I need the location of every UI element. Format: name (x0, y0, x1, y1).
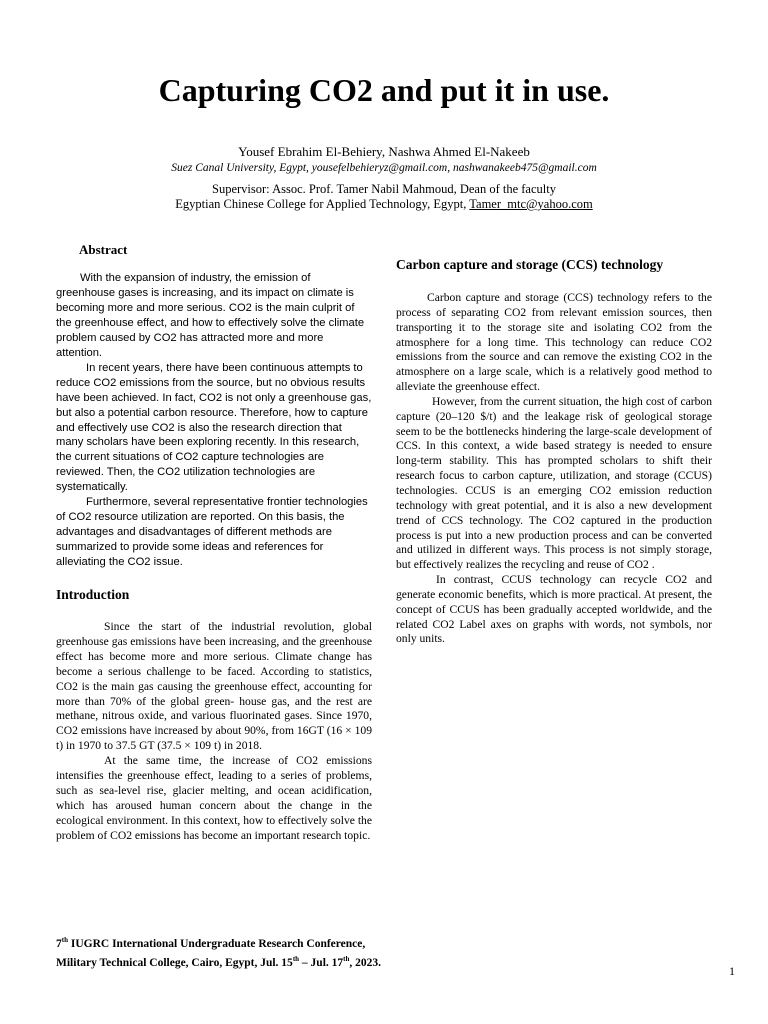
footer-ordinal: 7 (56, 937, 62, 950)
ccs-heading: Carbon capture and storage (CCS) technology (396, 257, 664, 272)
ccs-paragraph: In contrast, CCUS technology can recycle CO2 and generate economic benefits, which is more practical. At present, the concept of CCUS has been gradually accepted worldwide, and the related CO2 Label axes on graphs with words, not symbols, nor only units. (396, 573, 712, 646)
introduction-heading: Introduction (56, 587, 130, 602)
ccs-paragraph: However, from the current situation, the high cost of carbon capture (20–120 $/t) and the leakage risk of geological storage seem to be the bottlenecks hindering the large-scale development of CCS. In this context, a wide based strategy is needed to ensure long-term stability. This has prompted scholars to shift their research focus to carbon capture, utilization, and storage (CCUS) technologies. CCUS is an emerging CO2 emission reduction technology with great potential, and it is also a new development trend of CCS technology. The CO2 captured in the production process is put into a new production process and can be converted and utilized in different ways. This process is not simply storage, but effectively realizes the recycling and reuse of CO2 . (396, 394, 712, 572)
supervisor-college (0, 197, 768, 212)
footer-conference-name: IUGRC International Undergraduate Research Conference, (67, 937, 366, 950)
footer-date-end: – Jul. 17 (299, 956, 344, 969)
ccs-body (396, 291, 712, 647)
supervisor-line: Supervisor: Assoc. Prof. Tamer Nabil Mahmoud, Dean of the faculty (212, 182, 556, 196)
abstract-body (56, 271, 372, 570)
footer-sup: th (292, 954, 300, 963)
introduction-body (56, 620, 372, 844)
footer-sup: th (343, 954, 350, 963)
footer-ordinal-suffix: th (61, 936, 68, 944)
introduction-paragraph: At the same time, the increase of CO2 emissions intensifies the greenhouse effect, leading to a series of problems, such as sea-level rise, glacier melting, and ocean acidification, which has aroused human concern about the change in the ecological environment. In this context, how to effectively solve the problem of CO2 emissions has become an important research topic. (56, 754, 372, 842)
supervisor-college-text: Egyptian Chinese College for Applied Technology, Egypt, (175, 197, 470, 211)
paper-title: Capturing CO2 and put it in use. (158, 72, 610, 108)
supervisor-block (0, 182, 768, 212)
ccs-paragraph: Carbon capture and storage (CCS) technology refers to the process of separating CO2 from relevant emission sources, then transporting it to the storage site and isolating CO2 from the atmosphere for a long time. This technology can reduce CO2 emissions from the source and can remove the existing CO2 in the atmosphere on a large scale, which is a relatively good method to alleviate the greenhouse effect. (396, 291, 712, 394)
abstract-paragraph: In recent years, there have been continuous attempts to reduce CO2 emissions from the source, but no obvious results have been achieved. In fact, CO2 is not only a greenhouse gas, but also a potential carbon resource. Therefore, how to capture and effectively use CO2 is also the research direction that many scholars have been exploring recently. In this research, the current situations of CO2 capture technologies are reviewed. Then, the CO2 utilization technologies are systematically. (56, 361, 372, 494)
author-names: Yousef Ebrahim El-Behiery, Nashwa Ahmed El-Nakeeb (238, 144, 530, 159)
abstract-paragraph: Furthermore, several representative frontier technologies of CO2 resource utilization are reported. On this basis, the advantages and disadvantages of different methods are summarized to provide some ideas and references for alleviating the CO2 issue. (56, 496, 368, 569)
footer-venue-date-start: Military Technical College, Cairo, Egypt, Jul. 15 (56, 956, 293, 969)
footer-line-2 (56, 952, 381, 971)
abstract-heading: Abstract (79, 242, 128, 257)
abstract-paragraph: With the expansion of industry, the emission of greenhouse gases is increasing, and its impact on climate is becoming more and more serious. CO2 is the main culprit of the greenhouse effect, and how to effectively solve the climate problem caused by CO2 has attracted more and more attention. (56, 272, 365, 359)
author-affiliation: Suez Canal University, Egypt, yousefelbehieryz@gmail.com, nashwanakeeb475@gmail.com (171, 162, 597, 174)
introduction-paragraph: Since the start of the industrial revolution, global greenhouse gas emissions have been increasing, and the greenhouse effect has become more and more serious. Climate change has become a serious challenge to be faced. According to statistics, CO2 is the main gas causing the greenhouse effect, accounting for more than 70% of the global green- house gas, and the rest are methane, nitrous oxide, and various fluorinated gases. Since 1970, CO2 emissions have increased by about 90%, from 16GT (16 × 109 t) in 1970 to 37.5 GT (37.5 × 109 t) in 2018. (56, 620, 372, 753)
footer-year: , 2023. (349, 956, 381, 969)
conference-footer (56, 933, 381, 971)
footer-line-1 (56, 933, 381, 952)
supervisor-email-link[interactable]: Tamer_mtc@yahoo.com (469, 197, 593, 211)
page-number: 1 (729, 964, 735, 978)
